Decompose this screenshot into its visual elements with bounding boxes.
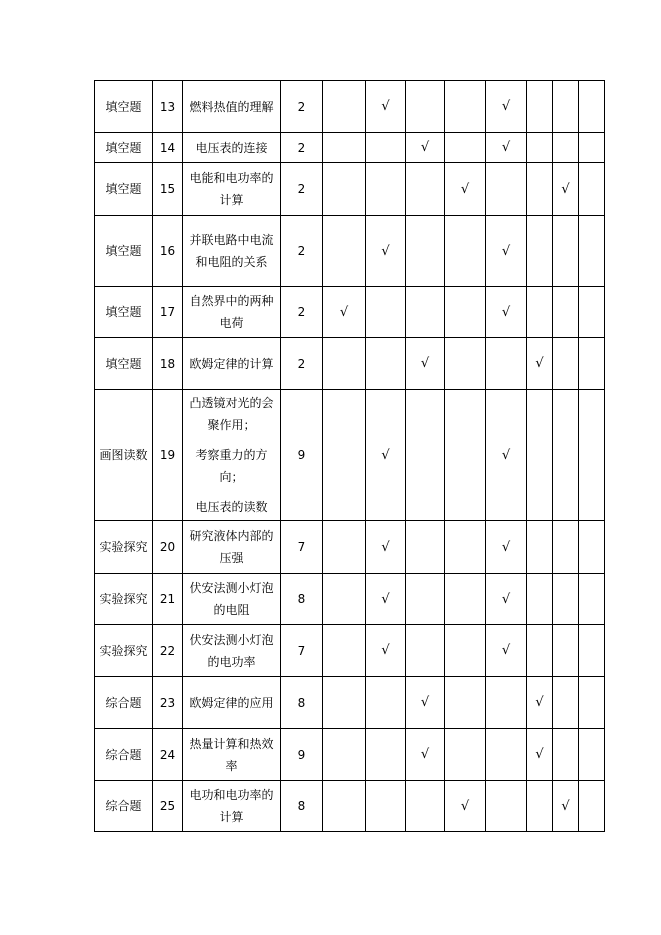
check-cell — [323, 81, 366, 133]
knowledge-point-cell — [183, 521, 281, 574]
check-cell — [579, 677, 605, 729]
check-cell — [406, 81, 445, 133]
check-cell — [406, 216, 445, 287]
check-cell — [486, 521, 527, 574]
knowledge-point-text: 热量计算和热效率 — [189, 736, 274, 773]
check-cell — [323, 216, 366, 287]
check-mark: √ — [381, 643, 390, 658]
check-cell — [445, 163, 486, 216]
table-row — [95, 287, 605, 338]
check-cell — [486, 781, 527, 832]
knowledge-point-text: 伏安法测小灯泡的电功率 — [189, 632, 274, 669]
check-cell — [406, 729, 445, 781]
check-cell — [553, 729, 579, 781]
question-number-cell: 25 — [153, 781, 183, 832]
knowledge-point-cell — [183, 625, 281, 677]
question-type-cell: 画图读数 — [95, 390, 153, 521]
knowledge-point-text: 燃料热值的理解 — [189, 99, 274, 114]
check-mark: √ — [501, 99, 511, 114]
question-number-cell: 15 — [153, 163, 183, 216]
check-mark: √ — [535, 695, 544, 710]
knowledge-point-cell — [183, 781, 281, 832]
check-cell — [527, 81, 553, 133]
score-cell: 7 — [281, 521, 323, 574]
check-cell — [527, 133, 553, 163]
check-cell — [553, 216, 579, 287]
table-row — [95, 574, 605, 625]
check-cell — [553, 574, 579, 625]
check-mark: √ — [501, 539, 511, 555]
score-cell: 2 — [281, 338, 323, 390]
question-number-cell: 14 — [153, 133, 183, 163]
question-type-cell: 填空题 — [95, 216, 153, 287]
knowledge-point-cell — [183, 574, 281, 625]
check-mark: √ — [420, 747, 430, 762]
check-cell — [579, 729, 605, 781]
check-cell — [445, 781, 486, 832]
check-cell — [553, 338, 579, 390]
score-cell: 8 — [281, 781, 323, 832]
check-mark: √ — [381, 99, 390, 114]
question-number-cell: 17 — [153, 287, 183, 338]
check-cell — [579, 338, 605, 390]
question-type-cell: 填空题 — [95, 287, 153, 338]
knowledge-point-text: 研究液体内部的压强 — [189, 529, 274, 565]
check-cell — [445, 133, 486, 163]
score-cell: 2 — [281, 216, 323, 287]
check-cell — [366, 677, 406, 729]
check-cell — [323, 625, 366, 677]
check-cell — [527, 521, 553, 574]
check-cell — [527, 216, 553, 287]
check-cell — [323, 163, 366, 216]
question-type-cell: 综合题 — [95, 677, 153, 729]
check-cell — [579, 521, 605, 574]
check-mark: √ — [501, 643, 511, 658]
check-cell — [406, 390, 445, 521]
check-cell — [486, 729, 527, 781]
check-mark: √ — [460, 181, 470, 197]
knowledge-point-cell — [183, 338, 281, 390]
check-cell — [366, 163, 406, 216]
question-number-cell: 20 — [153, 521, 183, 574]
check-cell — [579, 390, 605, 521]
check-cell — [553, 287, 579, 338]
knowledge-point-cell — [183, 729, 281, 781]
check-cell — [445, 216, 486, 287]
check-cell — [445, 729, 486, 781]
table-row — [95, 163, 605, 216]
check-mark: √ — [501, 243, 511, 259]
check-cell — [323, 287, 366, 338]
table-row — [95, 133, 605, 163]
check-cell — [527, 625, 553, 677]
score-cell: 9 — [281, 390, 323, 521]
check-cell — [553, 133, 579, 163]
check-cell — [579, 163, 605, 216]
knowledge-point-cell — [183, 287, 281, 338]
check-cell — [486, 677, 527, 729]
check-cell — [366, 729, 406, 781]
check-cell — [553, 781, 579, 832]
table-row — [95, 625, 605, 677]
check-cell — [527, 390, 553, 521]
check-cell — [445, 521, 486, 574]
knowledge-point-text: 电功和电功率的计算 — [189, 788, 274, 824]
check-cell — [366, 574, 406, 625]
check-mark: √ — [535, 747, 544, 762]
check-cell — [366, 521, 406, 574]
check-cell — [527, 338, 553, 390]
check-cell — [527, 574, 553, 625]
knowledge-point-cell — [183, 133, 281, 163]
check-cell — [366, 287, 406, 338]
check-cell — [486, 574, 527, 625]
check-cell — [445, 390, 486, 521]
check-cell — [527, 677, 553, 729]
check-cell — [366, 216, 406, 287]
check-mark: √ — [561, 798, 570, 814]
check-mark: √ — [501, 304, 511, 320]
score-cell: 2 — [281, 81, 323, 133]
check-cell — [406, 133, 445, 163]
table-row — [95, 216, 605, 287]
check-mark: √ — [501, 447, 511, 463]
table-row — [95, 521, 605, 574]
table-row — [95, 390, 605, 521]
check-cell — [366, 133, 406, 163]
check-mark: √ — [381, 591, 390, 607]
knowledge-point-cell — [183, 390, 281, 521]
check-cell — [406, 781, 445, 832]
check-cell — [406, 677, 445, 729]
check-mark: √ — [460, 798, 470, 814]
check-mark: √ — [420, 356, 430, 371]
check-mark: √ — [501, 140, 511, 155]
check-cell — [486, 133, 527, 163]
question-number-cell: 23 — [153, 677, 183, 729]
knowledge-point-cell — [183, 216, 281, 287]
score-cell: 8 — [281, 677, 323, 729]
question-number-cell: 24 — [153, 729, 183, 781]
knowledge-point-cell — [183, 81, 281, 133]
question-number-cell: 18 — [153, 338, 183, 390]
score-cell: 8 — [281, 574, 323, 625]
check-cell — [445, 287, 486, 338]
check-cell — [406, 287, 445, 338]
check-cell — [553, 625, 579, 677]
check-cell — [366, 781, 406, 832]
question-type-cell: 综合题 — [95, 781, 153, 832]
check-cell — [527, 729, 553, 781]
knowledge-point-text: 欧姆定律的计算 — [189, 356, 274, 371]
check-cell — [579, 287, 605, 338]
question-type-cell: 填空题 — [95, 133, 153, 163]
knowledge-point-text: 电能和电功率的计算 — [189, 171, 274, 207]
check-cell — [527, 781, 553, 832]
check-cell — [366, 625, 406, 677]
check-cell — [366, 390, 406, 521]
check-cell — [445, 574, 486, 625]
question-type-cell: 实验探究 — [95, 625, 153, 677]
table-row — [95, 677, 605, 729]
check-cell — [579, 133, 605, 163]
question-number-cell: 16 — [153, 216, 183, 287]
knowledge-point-text: 伏安法测小灯泡的电阻 — [189, 581, 274, 617]
score-cell: 2 — [281, 287, 323, 338]
knowledge-point-cell — [183, 163, 281, 216]
check-cell — [406, 521, 445, 574]
check-cell — [553, 81, 579, 133]
check-cell — [406, 574, 445, 625]
check-mark: √ — [381, 447, 390, 463]
question-number-cell: 13 — [153, 81, 183, 133]
check-mark: √ — [420, 140, 430, 155]
check-cell — [579, 216, 605, 287]
check-cell — [553, 390, 579, 521]
check-mark: √ — [561, 181, 570, 197]
check-mark: √ — [535, 356, 544, 371]
question-type-cell: 填空题 — [95, 81, 153, 133]
table-row — [95, 781, 605, 832]
check-cell — [323, 677, 366, 729]
check-cell — [527, 163, 553, 216]
question-number-cell: 21 — [153, 574, 183, 625]
check-cell — [486, 287, 527, 338]
check-cell — [406, 163, 445, 216]
check-mark: √ — [501, 591, 511, 607]
check-cell — [366, 81, 406, 133]
knowledge-point-text: 凸透镜对光的会聚作用； — [189, 396, 274, 432]
check-cell — [486, 338, 527, 390]
knowledge-point-cell — [183, 677, 281, 729]
check-cell — [323, 729, 366, 781]
check-cell — [553, 521, 579, 574]
check-cell — [445, 625, 486, 677]
question-type-cell: 实验探究 — [95, 521, 153, 574]
question-type-cell: 综合题 — [95, 729, 153, 781]
check-cell — [553, 163, 579, 216]
check-cell — [486, 216, 527, 287]
check-cell — [323, 521, 366, 574]
question-number-cell: 22 — [153, 625, 183, 677]
question-analysis-table — [94, 80, 605, 832]
check-cell — [445, 677, 486, 729]
check-cell — [579, 574, 605, 625]
check-cell — [445, 338, 486, 390]
table-row — [95, 729, 605, 781]
check-cell — [579, 781, 605, 832]
check-cell — [323, 338, 366, 390]
check-cell — [406, 625, 445, 677]
check-mark: √ — [381, 539, 390, 555]
check-cell — [486, 625, 527, 677]
check-cell — [323, 133, 366, 163]
knowledge-point-text: 考察重力的方向； — [195, 448, 268, 484]
score-cell: 7 — [281, 625, 323, 677]
knowledge-point-text: 欧姆定律的应用 — [189, 695, 274, 710]
knowledge-point-text: 电压表的读数 — [195, 500, 268, 514]
score-cell: 2 — [281, 133, 323, 163]
table-row — [95, 81, 605, 133]
check-cell — [445, 81, 486, 133]
check-mark: √ — [420, 695, 430, 710]
check-cell — [553, 677, 579, 729]
check-cell — [527, 287, 553, 338]
check-cell — [486, 390, 527, 521]
table-row — [95, 338, 605, 390]
score-cell: 2 — [281, 163, 323, 216]
check-cell — [579, 81, 605, 133]
question-type-cell: 填空题 — [95, 163, 153, 216]
question-type-cell: 实验探究 — [95, 574, 153, 625]
check-cell — [406, 338, 445, 390]
knowledge-point-text: 电压表的连接 — [195, 140, 268, 155]
check-cell — [579, 625, 605, 677]
table-body — [95, 81, 605, 832]
check-cell — [486, 163, 527, 216]
knowledge-point-text: 自然界中的两种电荷 — [189, 294, 274, 330]
check-mark: √ — [381, 243, 390, 259]
check-cell — [323, 781, 366, 832]
question-type-cell: 填空题 — [95, 338, 153, 390]
check-cell — [323, 574, 366, 625]
score-cell: 9 — [281, 729, 323, 781]
check-cell — [366, 338, 406, 390]
knowledge-point-text: 并联电路中电流和电阻的关系 — [189, 233, 274, 269]
check-mark: √ — [339, 304, 349, 320]
check-cell — [486, 81, 527, 133]
check-cell — [323, 390, 366, 521]
question-number-cell: 19 — [153, 390, 183, 521]
